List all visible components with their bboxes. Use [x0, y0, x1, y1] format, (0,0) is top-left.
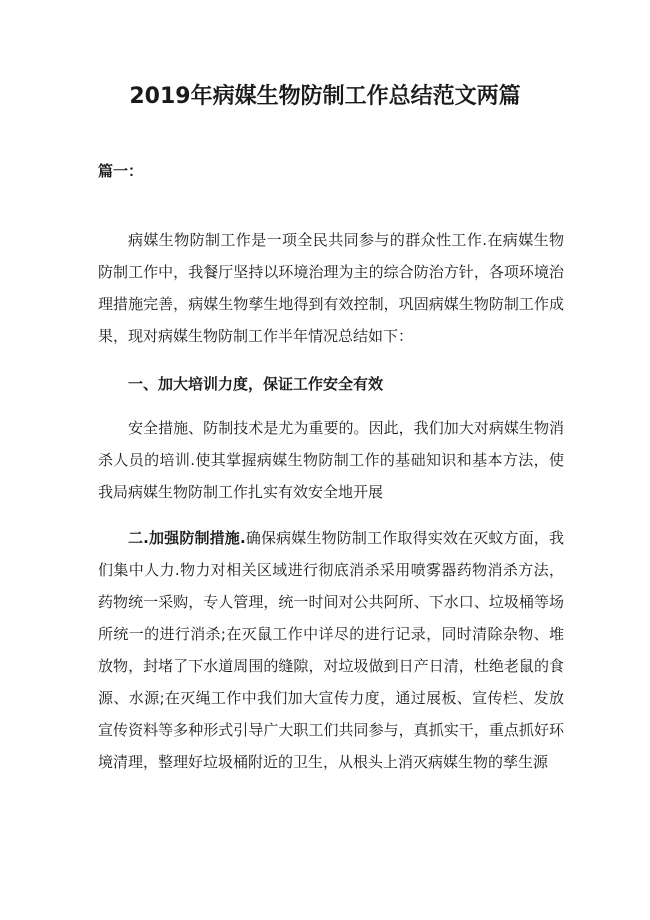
heading-training: 一、加大培训力度，保证工作安全有效 [128, 375, 384, 393]
training-paragraph: 安全措施、防制技术是尤为重要的。因此，我们加大对病媒生物消杀人员的培训.使其掌握病媒生物防制工作的基础知识和基本方法，使我局病媒生物防制工作扎实有效安全地开展 [98, 419, 564, 501]
measures-paragraph [98, 522, 564, 778]
heading-measures: 二.加强防制措施. [128, 529, 246, 547]
document-title: 2019年病媒生物防制工作总结范文两篇 [129, 84, 521, 109]
measures-body: 确保病媒生物防制工作取得实效在灭蚊方面，我们集中人力.物力对相关区域进行彻底消杀采用喷雾器药物消杀方法，药物统一采购，专人管理，统一时间对公共阿所、下水口、垃圾桶等场所统一的进行消杀;在灭鼠工作中详尽的进行记录，同时清除杂物、堆放物，封堵了下水道周围的缝隙，对垃圾做到日产日清，杜绝老鼠的食源、水源;在灭绳工作中我们加大宣传力度，通过展板、宣传栏、发放宣传资料等多种形式引导广大职工们共同参与，真抓实干，重点抓好环境清理，整理好垃圾桶附近的卫生，从根头上消灭病媒生物的孳生源 [98, 529, 564, 771]
section-label: 篇一： [98, 162, 144, 180]
intro-paragraph: 病媒生物防制工作是一项全民共同参与的群众性工作.在病媒生物防制工作中，我餐厅坚持以环境治理为主的综合防治方针，各项环境治理措施完善，病媒生物孳生地得到有效控制，巩固病媒生物防制工作成果，现对病媒生物防制工作半年情况总结如下： [98, 231, 564, 345]
